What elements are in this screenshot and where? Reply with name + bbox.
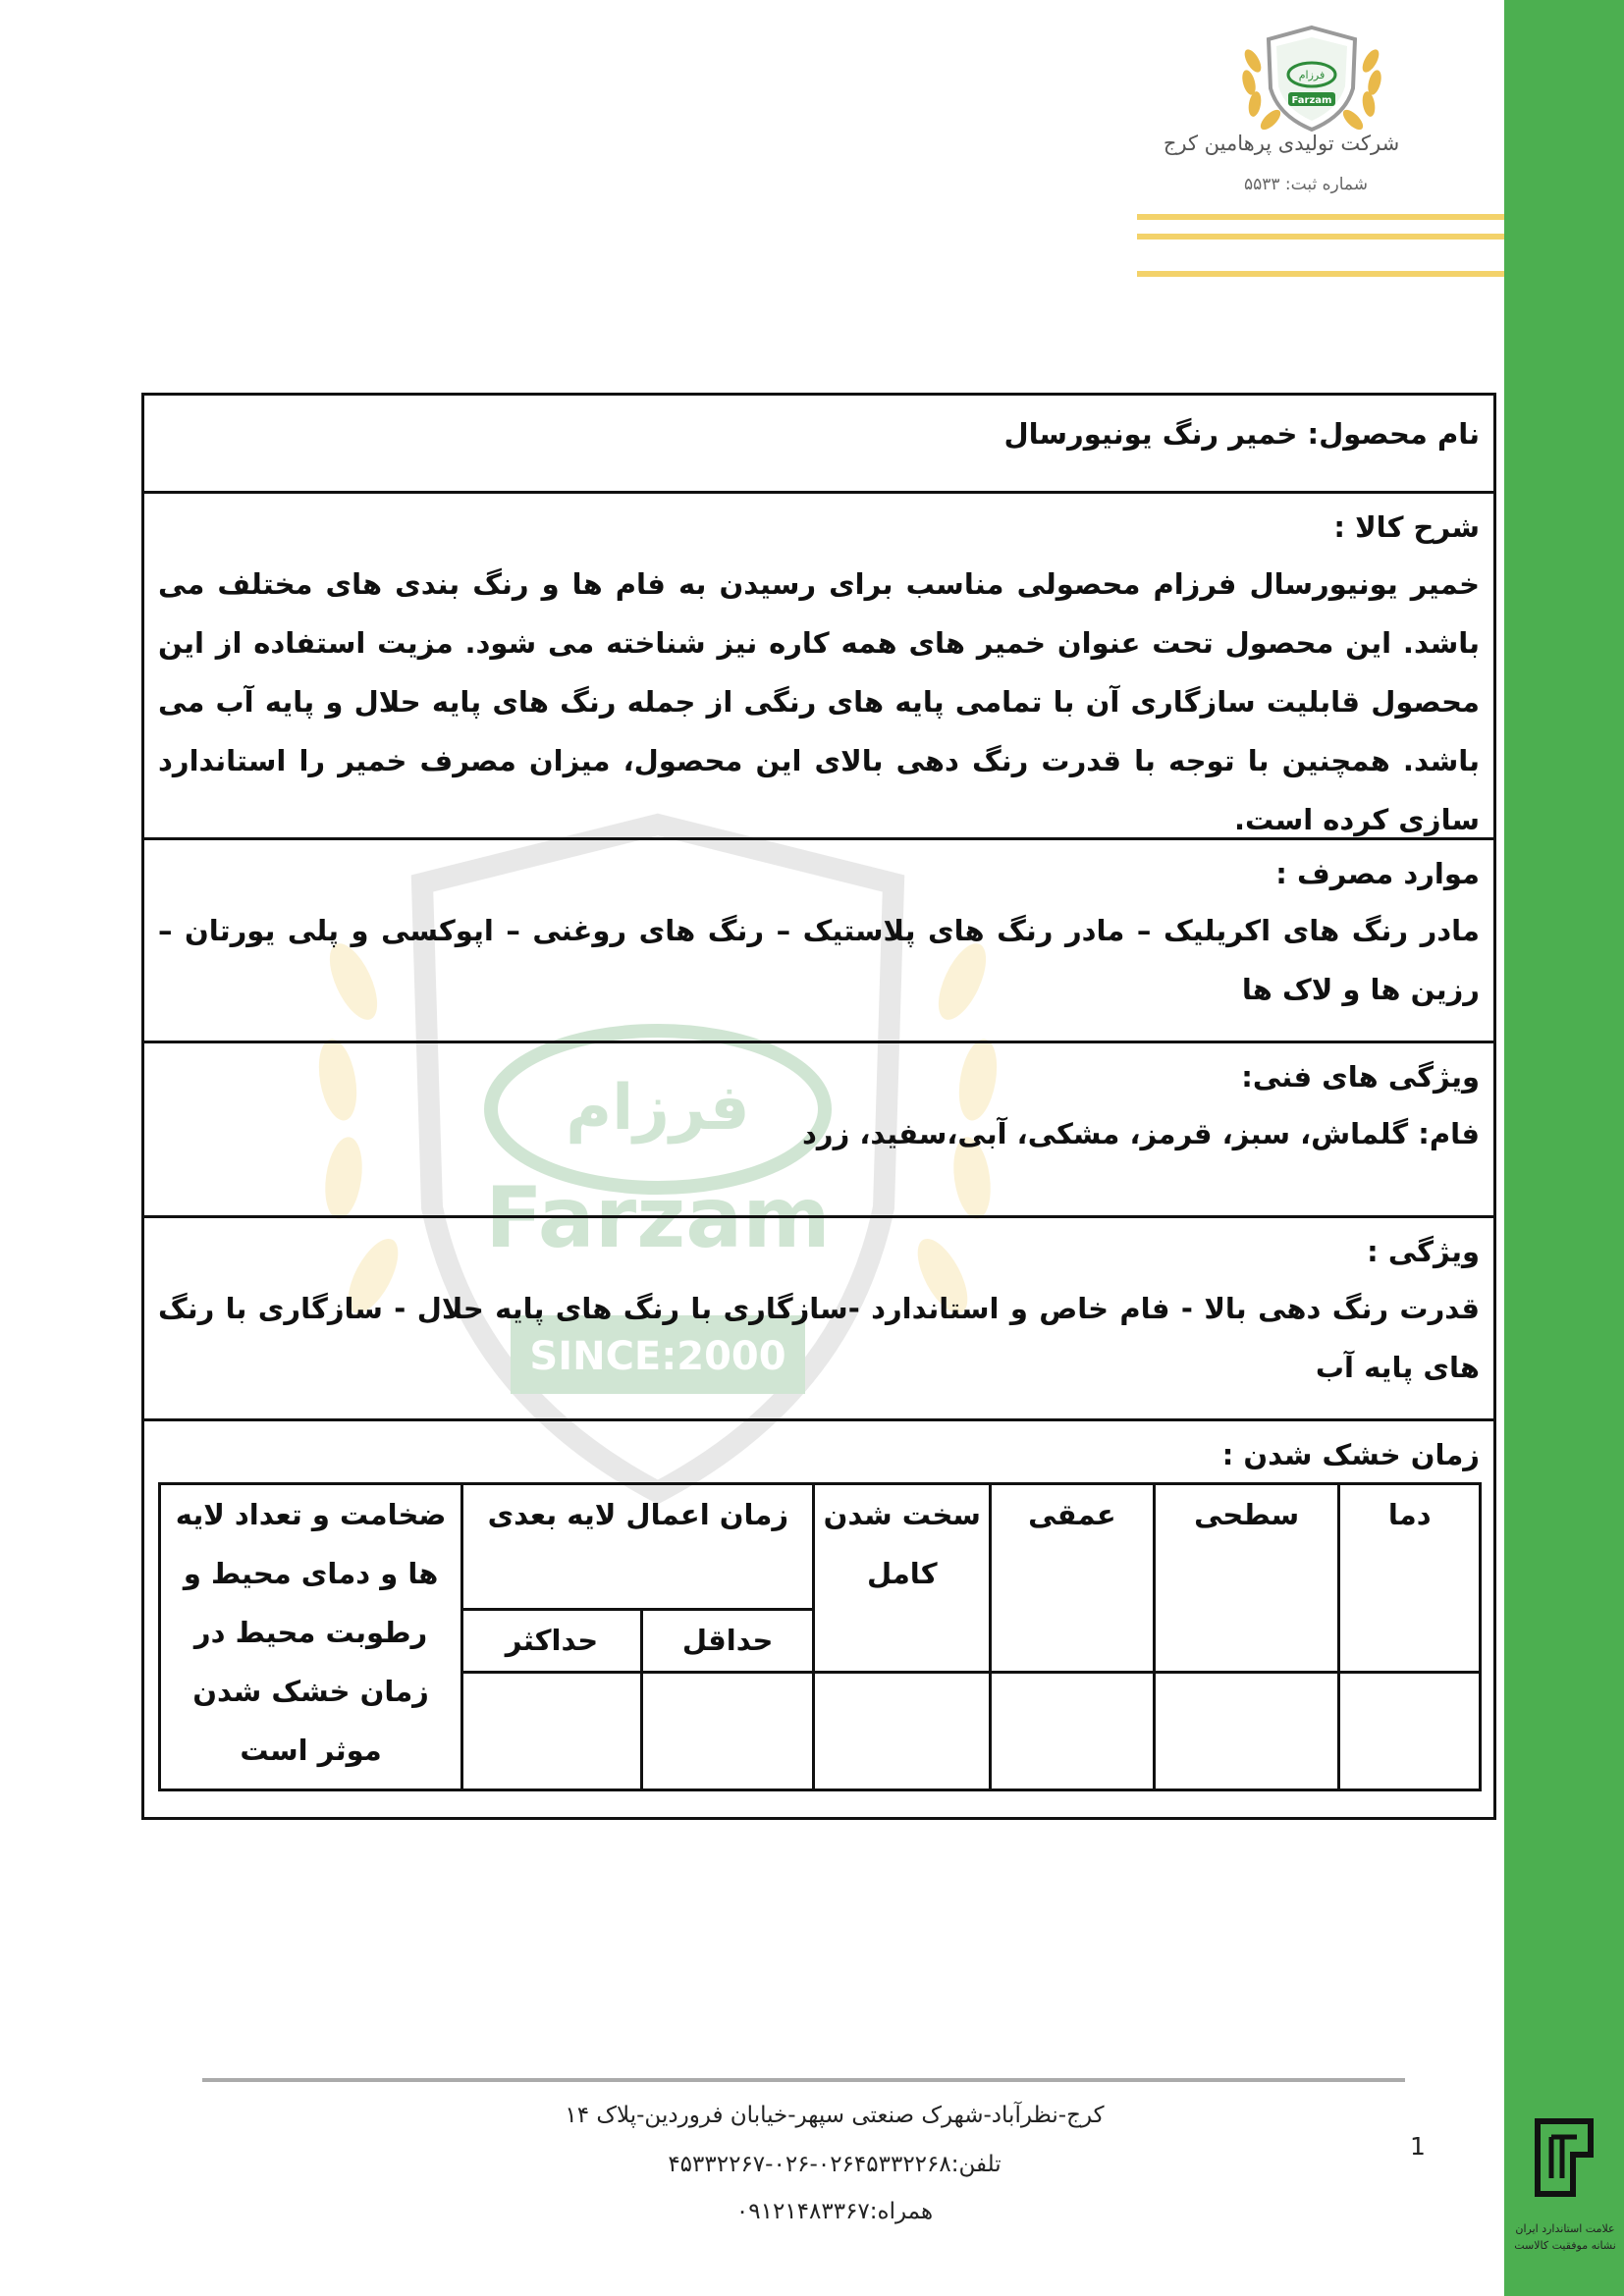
datasheet-frame xyxy=(141,393,1496,1820)
svg-text:فرزام: فرزام xyxy=(1298,69,1326,81)
col-min: حداقل xyxy=(641,1610,814,1673)
product-name: نام محصول: خمیر رنگ یونیورسال xyxy=(1003,417,1480,451)
description-heading: شرح کالا : xyxy=(1333,510,1480,544)
registration-number: شماره ثبت: ۵۵۳۳ xyxy=(1244,175,1368,194)
company-name: شرکت تولیدی پرهامین کرج xyxy=(1163,132,1400,155)
farzam-logo xyxy=(1239,18,1384,135)
header-stripe xyxy=(1137,214,1504,220)
table-cell xyxy=(641,1673,814,1790)
description-section xyxy=(144,494,1493,840)
svg-text:Farzam: Farzam xyxy=(485,1169,831,1267)
svg-text:Farzam: Farzam xyxy=(1291,95,1332,106)
drying-heading: زمان خشک شدن : xyxy=(1221,1438,1480,1471)
footer-address: کرج-نظرآباد-شهرک صنعتی سپهر-خیابان فروردین-پلاک ۱۴ xyxy=(565,2103,1105,2128)
features-section xyxy=(144,1218,1493,1421)
drying-note: ضخامت و تعداد لایه ها و دمای محیط و رطوبت محیط در زمان خشک شدن موثر است xyxy=(160,1484,462,1790)
usage-heading: موارد مصرف : xyxy=(1275,857,1480,890)
table-cell xyxy=(1339,1673,1481,1790)
usage-section xyxy=(144,840,1493,1043)
col-temperature: دما xyxy=(1339,1484,1481,1673)
header-stripe xyxy=(1137,271,1504,277)
col-next-layer: زمان اعمال لایه بعدی xyxy=(462,1484,814,1610)
standard-caption: علامت استاندارد ایران نشانه موفقیت کالاست xyxy=(1514,2222,1616,2252)
header-stripe xyxy=(1137,234,1504,240)
col-max: حداکثر xyxy=(462,1610,642,1673)
page-number: 1 xyxy=(1410,2132,1426,2161)
technical-section xyxy=(144,1043,1493,1218)
technical-body: فام: گلماش، سبز، قرمز، مشکی، آبی،سفید، زرد xyxy=(802,1117,1480,1150)
drying-table xyxy=(158,1482,1482,1791)
table-cell xyxy=(462,1673,642,1790)
table-cell xyxy=(814,1673,991,1790)
drying-section xyxy=(144,1421,1493,1816)
footer-mobile: همراه:۰۹۱۲۱۴۸۳۳۶۷ xyxy=(735,2199,934,2224)
usage-body: مادر رنگ های اکریلیک – مادر رنگ های پلاستیک – رنگ های روغنی – اپوکسی و پلی یورتان – رزین ها و لاک ها xyxy=(158,914,1480,1006)
svg-text:SINCE:2000: SINCE:2000 xyxy=(529,1334,786,1379)
description-body: خمیر یونیورسال فرزام محصولی مناسب برای رسیدن به فام ها و رنگ بندی های مختلف می باشد. این محصول تحت عنوان خمیر های همه کاره نیز شناخته می شود. مزیت استفاده از این محصول قابلیت سازگاری آن با تمامی پایه های رنگی از جمله رنگ های پایه حلال و پایه آب می باشد. همچنین با توجه با قدرت رنگ دهی بالای این محصول، میزان مصرف خمیر را استاندارد سازی کرده است. xyxy=(158,567,1480,836)
iran-standard-icon xyxy=(1532,2115,1597,2200)
technical-heading: ویژگی های فنی: xyxy=(1241,1060,1480,1094)
features-heading: ویژگی : xyxy=(1367,1235,1480,1268)
col-deep-dry: عمقی xyxy=(991,1484,1155,1673)
product-name-section xyxy=(144,396,1493,494)
table-cell xyxy=(991,1673,1155,1790)
footer-phone: تلفن:۰۲۶۴۵۳۳۲۲۶۸-۰۲۶-۴۵۳۳۲۲۶۷ xyxy=(668,2152,1001,2177)
svg-text:فرزام: فرزام xyxy=(566,1072,750,1145)
col-full-cure: سخت شدن کامل xyxy=(814,1484,991,1673)
green-sidebar xyxy=(1504,0,1624,2296)
footer-divider xyxy=(202,2078,1405,2082)
table-cell xyxy=(1154,1673,1339,1790)
features-body: قدرت رنگ دهی بالا - فام خاص و استاندارد -سازگاری با رنگ های پایه حلال - سازگاری با رنگ های پایه آب xyxy=(158,1292,1480,1384)
col-surface-dry: سطحی xyxy=(1154,1484,1339,1673)
